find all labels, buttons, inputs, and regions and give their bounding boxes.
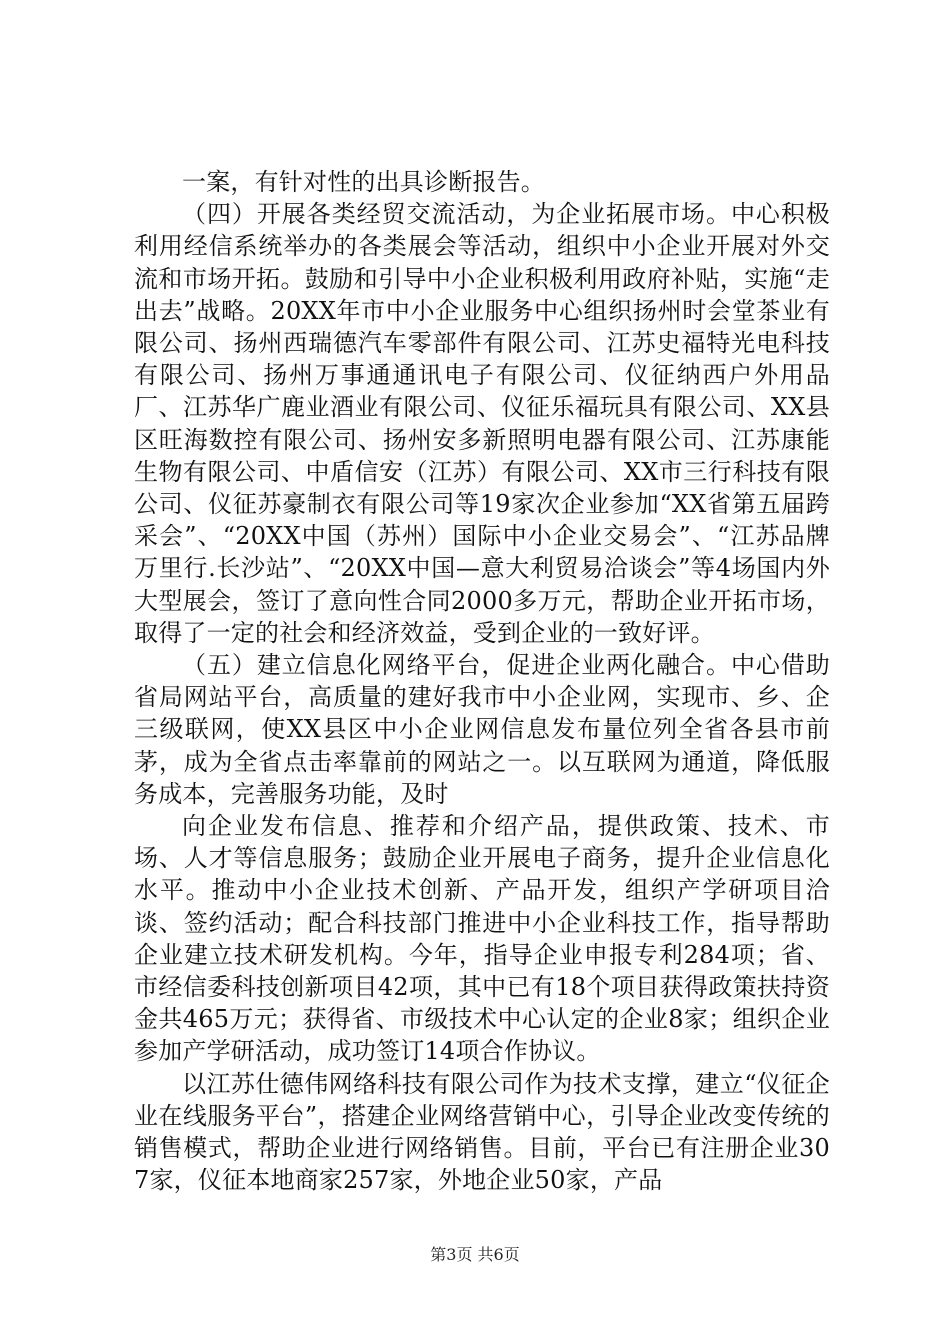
paragraph-3: （五）建立信息化网络平台，促进企业两化融合。中心借助省局网站平台，高质量的建好我市中小企业网，实现市、乡、企三级联网，使XX县区中小企业网信息发布量位列全省各县市前茅，成为全省点击率靠前的网站之一。以互联网为通道，降低服务成本，完善服务功能，及时	[134, 651, 830, 808]
document-body	[134, 166, 830, 1197]
page-number-footer: 第3页 共6页	[430, 1245, 520, 1264]
paragraph-1: 一案，有针对性的出具诊断报告。	[182, 168, 545, 196]
paragraph-5: 以江苏仕德伟网络科技有限公司作为技术支撑，建立“仪征企业在线服务平台”，搭建企业网络营销中心，引导企业改变传统的销售模式，帮助企业进行网络销售。目前，平台已有注册企业307家，仪征本地商家257家，外地企业50家，产品	[134, 1069, 830, 1195]
paragraph-2: （四）开展各类经贸交流活动，为企业拓展市场。中心积极利用经信系统举办的各类展会等活动，组织中小企业开展对外交流和市场开拓。鼓励和引导中小企业积极利用政府补贴，实施“走出去”战略。20XX年市中小企业服务中心组织扬州时会堂茶业有限公司、扬州西瑞德汽车零部件有限公司、江苏史福特光电科技有限公司、扬州万事通通讯电子有限公司、仪征纳西户外用品厂、江苏华广鹿业酒业有限公司、仪征乐福玩具有限公司、XX县区旺海数控有限公司、扬州安多新照明电器有限公司、江苏康能生物有限公司、中盾信安（江苏）有限公司、XX市三行科技有限公司、仪征苏豪制衣有限公司等19家次企业参加“XX省第五届跨采会”、“20XX中国（苏州）国际中小企业交易会”、“江苏品牌万里行.长沙站”、“20XX中国—意大利贸易洽谈会”等4场国内外大型展会，签订了意向性合同2000多万元，帮助企业开拓市场，取得了一定的社会和经济效益，受到企业的一致好评。	[134, 200, 830, 647]
paragraph-4: 向企业发布信息、推荐和介绍产品，提供政策、技术、市场、人才等信息服务；鼓励企业开展电子商务，提升企业信息化水平。推动中小企业技术创新、产品开发，组织产学研项目洽谈、签约活动；配合科技部门推进中小企业科技工作，指导帮助企业建立技术研发机构。今年，指导企业申报专利284项；省、市经信委科技创新项目42项，其中已有18个项目获得政策扶持资金共465万元；获得省、市级技术中心认定的企业8家；组织企业参加产学研活动，成功签订14项合作协议。	[134, 812, 830, 1066]
